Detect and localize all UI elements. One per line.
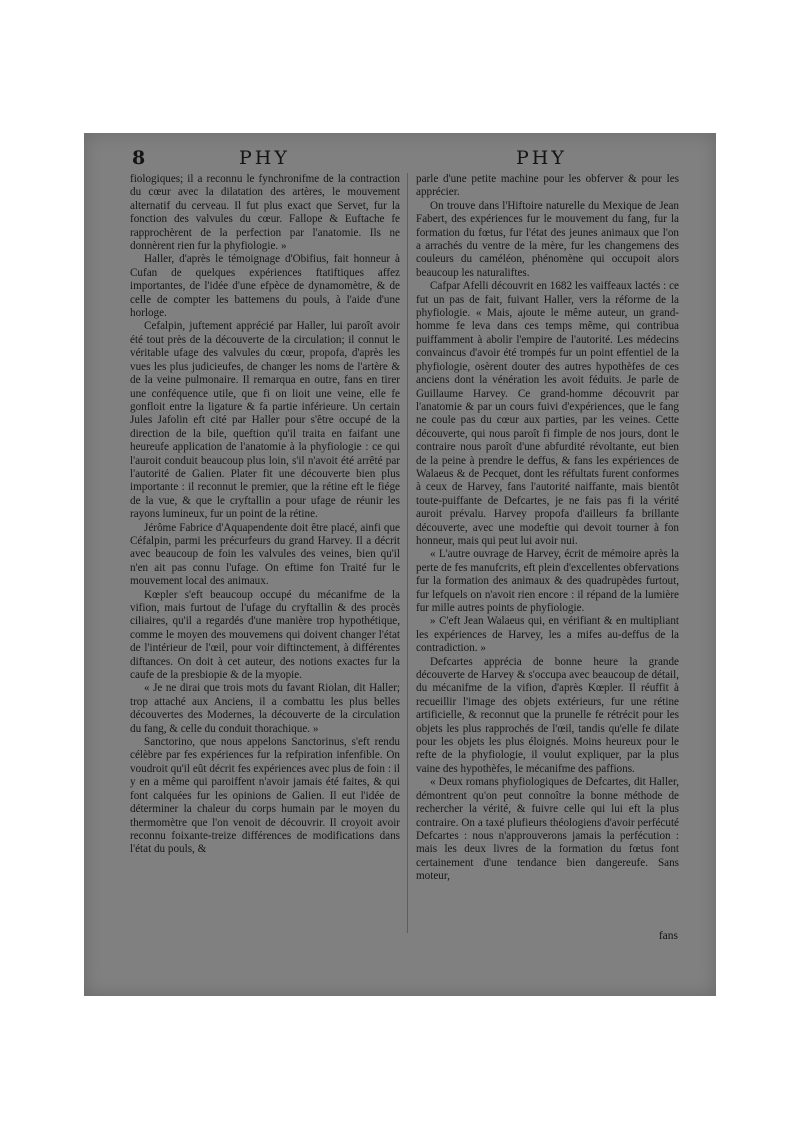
left-column [130,173,400,857]
page-number: 8 [132,147,146,169]
left-paragraph-6: « Je ne dirai que trois mots du favant Riolan, dit Haller; trop attaché aux Anciens, il a combattu les plus belles découvertes des Modernes, la découverte de la circulation du fang, & celle du conduit thorachique. » [130,682,400,735]
left-paragraph-5: Kœpler s'eft beaucoup occupé du mécanifme de la vifion, mais furtout de l'ufage du cryftallin & des procès ciliaires, qu'il a regardés d'une manière trop hypothétique, comme le moyen des mouvemens qui doivent changer l'état de l'intérieur de l'œil, pour voir diftinctement, à différentes diftances. On doit à cet auteur, des notions exactes fur la caufe de la presbiopie & de la myopie. [130,588,400,682]
right-paragraph-7: « Deux romans phyfiologiques de Defcartes, dit Haller, démontrent qu'on peut connoître la bonne méthode de rechercher la vérité, & fuivre celle qui lui eft la plus contraire. On a taxé plufieurs théologiens d'avoir perfécuté Defcartes : nous n'approuverons jamais la perfécution : mais les deux livres de la formation du fœtus font certainement d'une tendance bien dangereufe. Sans moteur, [416,776,679,883]
column-divider [407,173,408,933]
right-paragraph-4: « L'autre ouvrage de Harvey, écrit de mémoire après la perte de fes manufcrits, eft plein d'excellentes obfervations fur la formation des animaux & des quadrupèdes furtout, fur lefquels on n'avoit rien encore : il répand de la lumière fur mille autres points de phyfiologie. [416,548,679,614]
page-header [84,147,716,171]
right-column [416,173,679,884]
left-paragraph-4: Jérôme Fabrice d'Aquapendente doit être placé, ainfi que Céfalpin, parmi les précurfeurs du grand Harvey. Il a décrit avec beaucoup de foin les valvules des veines, bien qu'il n'en ait pas connu l'ufage. On eftime fon Traité fur le mouvement local des animaux. [130,521,400,588]
left-paragraph-3: Cefalpin, juftement apprécié par Haller, lui paroît avoir été tout près de la découverte de la circulation; il connut le véritable ufage des valvules du cœur, propofa, d'après les vues les plus judicieufes, de changer les noms de l'artère & de la veine pulmonaire. Il remarqua en outre, fans en tirer une conféquence utile, que fi on lioit une veine, elle fe gonfloit entre la ligature & fa partie inférieure. Un certain Jules Jafolin eft cité par Haller pour s'être occupé de la direction de la bile, queftion qu'il traita en faifant une heureufe application de l'anatomie à la phyfiologie : ce qui l'auroit conduit beaucoup plus loin, s'il n'avoit été arrêté par l'autorité de Galien. Plater fit une découverte bien plus importante : il reconnut le premier, que la rétine eft le fiége de la vue, & que le cryftallin a pour ufage de réunir les rayons lumineux, fur un point de la rétine. [130,320,400,521]
catchword: fans [658,930,678,942]
scanned-page [84,133,716,996]
right-paragraph-3: Cafpar Afelli découvrit en 1682 les vaiffeaux lactés : ce fut un pas de fait, fuivant Haller, vers la réforme de la phyfiologie. « Mais, ajoute le même auteur, un grand-homme fe leva dans ces temps même, qui contribua puiffamment à abolir l'empire de l'autorité. Les médecins convaincus d'avoir été trompés fur un point effentiel de la phyfiologie, osèrent douter des autres hypothèfes de ces anciens dont la vénération les avoit féduits. Je parle de Guillaume Harvey. Ce grand-homme découvrit par l'anatomie & par un cours fuivi d'expériences, que le fang ne coule pas du cœur aux parties, par les veines. Cette découverte, qui nous paroît fi fimple de nos jours, dont le contraire nous paroît d'une abfurdité révoltante, eut bien de la peine à prendre le deffus, & fans les expériences de Walaeus & de Pecquet, dont les réfultats furent conformes à ceux de Harvey, fans l'autorité naiffante, mais bientôt toute-puiffante de Defcartes, je ne fais pas fi la vérité auroit prévalu. Harvey propofa d'ailleurs fa brillante découverte, avec une modeftie qui devoit tourner à fon honneur, mais qui peut lui avoir nui. [416,280,679,547]
running-head-left: PHY [239,147,290,169]
running-head-right: PHY [516,147,567,169]
right-paragraph-1: parle d'une petite machine pour les obferver & pour les apprécier. [416,173,679,199]
left-paragraph-7: Sanctorino, que nous appelons Sanctorinus, s'eft rendu célèbre par fes expériences fur la refpiration infenfible. On voudroit qu'il eût décrit fes expériences avec plus de foin : il y en a même qui paroiffent n'avoir jamais été faites, & qui font calquées fur les opinions de Galien. Il eut l'idée de déterminer la chaleur du corps humain par le moyen du thermomètre que l'on venoit de découvrir. Il croyoit avoir reconnu foixante-treize différences de modifications dans l'état du pouls, & [130,736,400,856]
right-paragraph-5: » C'eft Jean Walaeus qui, en vérifiant & en multipliant les expériences de Harvey, les a mifes au-deffus de la contradiction. » [416,615,679,655]
right-paragraph-2: On trouve dans l'Hiftoire naturelle du Mexique de Jean Fabert, des expériences fur le mouvement du fang, fur la formation du fœtus, fur l'état des jeunes animaux que l'on a arrachés du ventre de la mère, fur les changemens des couleurs du caméléon, phénomène qui occupoit alors beaucoup les naturaliftes. [416,199,679,279]
right-paragraph-6: Defcartes apprécia de bonne heure la grande découverte de Harvey & s'occupa avec beaucoup de détail, du mécanifme de la vifion, d'après Kœpler. Il réuffit à recueillir l'image des objets extérieurs, fur une rétine artificielle, & reconnut que la prunelle fe rétrécit pour les objets les plus rapprochés de l'œil, tandis qu'elle fe dilate pour les objets les plus éloignés. Moins heureux pour le refte de la phyfiologie, il voulut expliquer, par la plus vaine des hypothèfes, le mécanifme des paffions. [416,655,679,775]
left-paragraph-1: fiologiques; il a reconnu le fynchronifme de la contraction du cœur avec la dilatation des artères, le mouvement alternatif du cerveau. Il fut plus exact que Servet, fur la fonction des valvules du cœur. Fallope & Euftache fe rapprochèrent de la perfection par l'anatomie. Ils ne donnèrent rien fur la phyfiologie. » [130,173,400,253]
left-paragraph-2: Haller, d'après le témoignage d'Obifius, fait honneur à Cufan de quelques expériences ftatiftiques affez importantes, de l'idée d'une efpèce de dynamomètre, & de celle de compter les battemens du pouls, à l'aide d'une horloge. [130,253,400,320]
